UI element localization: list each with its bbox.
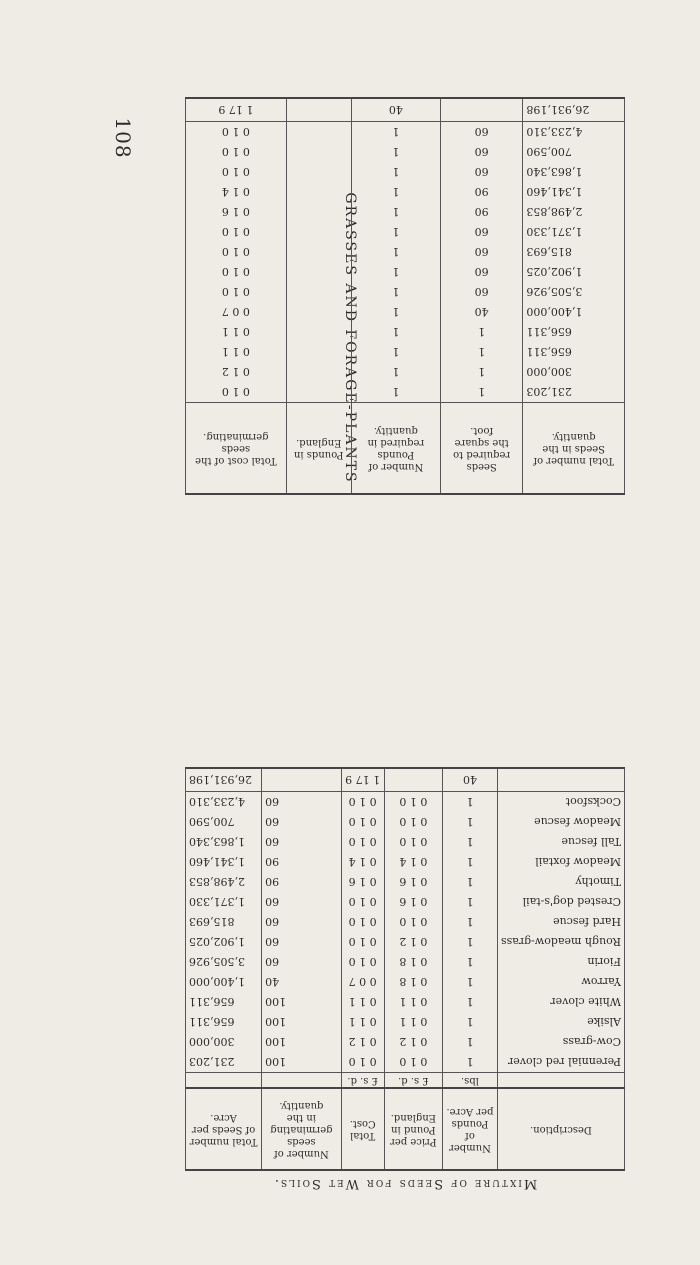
row-blank bbox=[286, 322, 351, 342]
row-description: Meadow fescue bbox=[497, 812, 624, 832]
row-cost: 0 1 0 bbox=[186, 262, 287, 282]
row-description: Tall fescue bbox=[497, 832, 624, 852]
row-description: Alsike bbox=[497, 1012, 624, 1032]
row-cost: 0 1 0 bbox=[341, 892, 384, 912]
table-row bbox=[186, 162, 625, 182]
table-row bbox=[186, 302, 625, 322]
row-lbs: 1 bbox=[351, 182, 440, 202]
row-cost: 0 1 0 bbox=[186, 242, 287, 262]
header-pounds-required: Number of Pounds required in quantity. bbox=[351, 403, 440, 495]
table-row bbox=[186, 952, 625, 972]
row-description: Cocksfoot bbox=[497, 792, 624, 813]
table-row bbox=[186, 382, 625, 403]
units-lbs: lbs. bbox=[442, 1073, 497, 1089]
row-germinating: 60 bbox=[262, 892, 341, 912]
row-pounds: 1 bbox=[442, 1052, 497, 1073]
row-price: 0 1 2 bbox=[384, 1032, 442, 1052]
row-sq-ft: 1 bbox=[440, 382, 522, 403]
row-cost: 0 1 1 bbox=[341, 1012, 384, 1032]
header-total-seeds: Total number of Seeds in the quantity. bbox=[523, 403, 625, 495]
second-table-block bbox=[175, 97, 635, 495]
row-sq-ft: 90 bbox=[440, 182, 522, 202]
header-seeds-per-sq-ft: Seeds required to the square foot. bbox=[440, 403, 522, 495]
row-total: 1,863,340 bbox=[186, 832, 262, 852]
units-money-price: £ s. d. bbox=[384, 1073, 442, 1089]
row-lbs: 1 bbox=[351, 362, 440, 382]
table-row bbox=[186, 812, 625, 832]
row-pounds: 1 bbox=[442, 852, 497, 872]
row-description: Rough meadow-grass bbox=[497, 932, 624, 952]
row-total-seeds: 1,863,340 bbox=[523, 162, 625, 182]
row-blank bbox=[286, 122, 351, 143]
header-total-per-acre: Total number of Seeds per Acre. bbox=[186, 1088, 262, 1170]
row-germinating: 40 bbox=[262, 972, 341, 992]
table-row bbox=[186, 322, 625, 342]
row-total-seeds: 1,400,000 bbox=[523, 302, 625, 322]
row-sq-ft: 60 bbox=[440, 262, 522, 282]
row-lbs: 1 bbox=[351, 242, 440, 262]
row-pounds: 1 bbox=[442, 972, 497, 992]
row-cost: 0 1 2 bbox=[341, 1032, 384, 1052]
row-price: 0 1 0 bbox=[384, 832, 442, 852]
row-cost: 0 1 1 bbox=[186, 322, 287, 342]
table-row bbox=[186, 202, 625, 222]
totals-seeds: 26,931,198 bbox=[186, 768, 262, 792]
row-sq-ft: 1 bbox=[440, 362, 522, 382]
row-lbs: 1 bbox=[351, 122, 440, 143]
row-blank bbox=[286, 162, 351, 182]
table-row bbox=[186, 932, 625, 952]
row-total-seeds: 2,498,853 bbox=[523, 202, 625, 222]
header-pounds-per-acre: Number of Pounds per Acre. bbox=[442, 1088, 497, 1170]
row-cost: 0 1 1 bbox=[341, 992, 384, 1012]
row-cost: 0 1 0 bbox=[341, 932, 384, 952]
row-cost: 0 1 0 bbox=[186, 222, 287, 242]
row-pounds: 1 bbox=[442, 1012, 497, 1032]
row-lbs: 1 bbox=[351, 322, 440, 342]
seed-germination-table bbox=[185, 97, 625, 495]
row-total-seeds: 656,311 bbox=[523, 342, 625, 362]
row-total: 300,000 bbox=[186, 1032, 262, 1052]
row-sq-ft: 60 bbox=[440, 222, 522, 242]
row-total-seeds: 700,590 bbox=[523, 142, 625, 162]
row-blank bbox=[286, 382, 351, 403]
row-pounds: 1 bbox=[442, 952, 497, 972]
row-total: 1,902,025 bbox=[186, 932, 262, 952]
row-description: Fiorin bbox=[497, 952, 624, 972]
table-row bbox=[186, 122, 625, 143]
table-row bbox=[186, 1012, 625, 1032]
row-cost: 0 1 1 bbox=[186, 342, 287, 362]
row-description: White clover bbox=[497, 992, 624, 1012]
row-pounds: 1 bbox=[442, 932, 497, 952]
row-germinating: 60 bbox=[262, 912, 341, 932]
row-cost: 0 1 4 bbox=[341, 852, 384, 872]
row-cost: 0 1 0 bbox=[341, 832, 384, 852]
row-pounds: 1 bbox=[442, 872, 497, 892]
row-price: 0 1 8 bbox=[384, 972, 442, 992]
row-pounds: 1 bbox=[442, 892, 497, 912]
row-lbs: 1 bbox=[351, 202, 440, 222]
table-row bbox=[186, 1032, 625, 1052]
row-lbs: 1 bbox=[351, 262, 440, 282]
row-cost: 0 1 6 bbox=[186, 202, 287, 222]
totals-row bbox=[186, 98, 625, 122]
row-total: 815,693 bbox=[186, 912, 262, 932]
row-total-seeds: 231,203 bbox=[523, 382, 625, 403]
row-price: 0 1 4 bbox=[384, 852, 442, 872]
row-lbs: 1 bbox=[351, 382, 440, 403]
row-total: 1,341,460 bbox=[186, 852, 262, 872]
row-sq-ft: 1 bbox=[440, 342, 522, 362]
row-sq-ft: 60 bbox=[440, 242, 522, 262]
row-pounds: 1 bbox=[442, 832, 497, 852]
row-description: Yarrow bbox=[497, 972, 624, 992]
row-cost: 0 1 0 bbox=[341, 912, 384, 932]
table-header-row bbox=[186, 1088, 625, 1170]
table-row bbox=[186, 242, 625, 262]
row-total: 231,203 bbox=[186, 1052, 262, 1073]
totals-pounds: 40 bbox=[442, 768, 497, 792]
row-cost: 0 1 6 bbox=[341, 872, 384, 892]
row-pounds: 1 bbox=[442, 792, 497, 813]
totals-blank-2 bbox=[286, 98, 351, 122]
header-germinating: Number of seeds germinating in the quantity. bbox=[262, 1088, 341, 1170]
row-total: 4,233,310 bbox=[186, 792, 262, 813]
row-total-seeds: 815,693 bbox=[523, 242, 625, 262]
row-description: Meadow foxtail bbox=[497, 852, 624, 872]
totals-germ-cell bbox=[262, 768, 341, 792]
header-description: Description. bbox=[497, 1088, 624, 1170]
row-price: 0 1 0 bbox=[384, 912, 442, 932]
table-row bbox=[186, 142, 625, 162]
totals-cost: 1 17 9 bbox=[186, 98, 287, 122]
row-lbs: 1 bbox=[351, 282, 440, 302]
row-total: 656,311 bbox=[186, 1012, 262, 1032]
running-head: GRASSES AND FORAGE-PLANTS bbox=[342, 192, 358, 484]
row-germinating: 90 bbox=[262, 852, 341, 872]
totals-blank bbox=[440, 98, 522, 122]
header-total-cost: Total Cost. bbox=[341, 1088, 384, 1170]
units-blank-3 bbox=[186, 1073, 262, 1089]
page-number: 108 bbox=[111, 117, 135, 159]
row-germinating: 100 bbox=[262, 1012, 341, 1032]
table-title: Mixture of Seeds for Wet Soils. bbox=[272, 1176, 538, 1191]
row-sq-ft: 60 bbox=[440, 142, 522, 162]
row-cost: 0 1 0 bbox=[341, 792, 384, 813]
row-description: Perennial red clover bbox=[497, 1052, 624, 1073]
table-row bbox=[186, 912, 625, 932]
row-description: Timothy bbox=[497, 872, 624, 892]
seed-mixture-table bbox=[185, 767, 625, 1171]
row-total-seeds: 1,902,025 bbox=[523, 262, 625, 282]
row-total-seeds: 656,311 bbox=[523, 322, 625, 342]
row-sq-ft: 40 bbox=[440, 302, 522, 322]
row-cost: 0 1 0 bbox=[341, 1052, 384, 1073]
table-row bbox=[186, 182, 625, 202]
row-cost: 0 0 7 bbox=[186, 302, 287, 322]
header-germinating-cost: Total cost of the seeds germinating. bbox=[186, 403, 287, 495]
row-price: 0 1 0 bbox=[384, 1052, 442, 1073]
row-total: 656,311 bbox=[186, 992, 262, 1012]
row-pounds: 1 bbox=[442, 912, 497, 932]
row-price: 0 1 8 bbox=[384, 952, 442, 972]
row-germinating: 100 bbox=[262, 1032, 341, 1052]
table-header-row bbox=[186, 403, 625, 495]
row-pounds: 1 bbox=[442, 1032, 497, 1052]
row-germinating: 60 bbox=[262, 832, 341, 852]
totals-row bbox=[186, 768, 625, 792]
row-price: 0 1 1 bbox=[384, 1012, 442, 1032]
row-sq-ft: 1 bbox=[440, 322, 522, 342]
row-cost: 0 1 0 bbox=[186, 282, 287, 302]
header-price-per-pound: Price per Pound in England. bbox=[384, 1088, 442, 1170]
row-cost: 0 1 4 bbox=[186, 182, 287, 202]
totals-cost: 1 17 9 bbox=[341, 768, 384, 792]
table-row bbox=[186, 832, 625, 852]
row-price: 0 1 6 bbox=[384, 892, 442, 912]
row-total-seeds: 4,233,310 bbox=[523, 122, 625, 143]
row-germinating: 100 bbox=[262, 1052, 341, 1073]
row-lbs: 1 bbox=[351, 222, 440, 242]
row-total: 700,590 bbox=[186, 812, 262, 832]
row-lbs: 1 bbox=[351, 162, 440, 182]
row-sq-ft: 90 bbox=[440, 202, 522, 222]
row-lbs: 1 bbox=[351, 342, 440, 362]
row-total: 3,505,926 bbox=[186, 952, 262, 972]
row-description: Cow-grass bbox=[497, 1032, 624, 1052]
row-cost: 0 1 0 bbox=[186, 142, 287, 162]
table-row bbox=[186, 282, 625, 302]
row-blank bbox=[286, 142, 351, 162]
row-cost: 0 1 0 bbox=[341, 812, 384, 832]
row-blank bbox=[286, 302, 351, 322]
table-row bbox=[186, 992, 625, 1012]
row-blank bbox=[286, 242, 351, 262]
row-lbs: 1 bbox=[351, 142, 440, 162]
row-germinating: 60 bbox=[262, 812, 341, 832]
row-total-seeds: 300,000 bbox=[523, 362, 625, 382]
table-row bbox=[186, 872, 625, 892]
row-price: 0 1 6 bbox=[384, 872, 442, 892]
row-total-seeds: 3,505,926 bbox=[523, 282, 625, 302]
table-row bbox=[186, 792, 625, 813]
row-blank bbox=[286, 182, 351, 202]
table-row bbox=[186, 342, 625, 362]
row-germinating: 60 bbox=[262, 792, 341, 813]
table-row bbox=[186, 222, 625, 242]
row-germinating: 60 bbox=[262, 952, 341, 972]
row-price: 0 1 2 bbox=[384, 932, 442, 952]
row-germinating: 100 bbox=[262, 992, 341, 1012]
table-row bbox=[186, 262, 625, 282]
row-cost: 0 1 0 bbox=[186, 382, 287, 403]
row-price: 0 1 0 bbox=[384, 792, 442, 813]
row-blank bbox=[286, 222, 351, 242]
header-pounds-in-england: Pounds in England. bbox=[286, 403, 351, 495]
totals-price-cell bbox=[384, 768, 442, 792]
row-cost: 0 1 2 bbox=[186, 362, 287, 382]
table-row bbox=[186, 852, 625, 872]
row-germinating: 60 bbox=[262, 932, 341, 952]
row-pounds: 1 bbox=[442, 812, 497, 832]
row-total: 1,400,000 bbox=[186, 972, 262, 992]
row-cost: 0 1 0 bbox=[341, 952, 384, 972]
table-row bbox=[186, 1052, 625, 1073]
row-cost: 0 1 0 bbox=[186, 122, 287, 143]
row-description: Crested dog's-tail bbox=[497, 892, 624, 912]
row-price: 0 1 0 bbox=[384, 812, 442, 832]
units-money-cost: £ s. d. bbox=[341, 1073, 384, 1089]
totals-pounds: 40 bbox=[351, 98, 440, 122]
row-cost: 0 0 7 bbox=[341, 972, 384, 992]
row-sq-ft: 60 bbox=[440, 122, 522, 143]
row-lbs: 1 bbox=[351, 302, 440, 322]
row-price: 0 1 1 bbox=[384, 992, 442, 1012]
table-row bbox=[186, 972, 625, 992]
row-total-seeds: 1,341,460 bbox=[523, 182, 625, 202]
totals-label-cell bbox=[497, 768, 624, 792]
row-total-seeds: 1,371,330 bbox=[523, 222, 625, 242]
row-blank bbox=[286, 362, 351, 382]
table-row bbox=[186, 362, 625, 382]
table-row bbox=[186, 892, 625, 912]
totals-seeds: 26,931,198 bbox=[523, 98, 625, 122]
units-blank bbox=[497, 1073, 624, 1089]
row-description: Hard fescue bbox=[497, 912, 624, 932]
row-pounds: 1 bbox=[442, 992, 497, 1012]
row-blank bbox=[286, 342, 351, 362]
row-germinating: 90 bbox=[262, 872, 341, 892]
row-blank bbox=[286, 262, 351, 282]
row-total: 2,498,853 bbox=[186, 872, 262, 892]
units-row bbox=[186, 1073, 625, 1089]
units-blank-2 bbox=[262, 1073, 341, 1089]
row-sq-ft: 60 bbox=[440, 162, 522, 182]
row-cost: 0 1 0 bbox=[186, 162, 287, 182]
row-total: 1,371,330 bbox=[186, 892, 262, 912]
row-sq-ft: 60 bbox=[440, 282, 522, 302]
rotated-table-block bbox=[175, 103, 635, 1195]
row-blank bbox=[286, 202, 351, 222]
row-blank bbox=[286, 282, 351, 302]
